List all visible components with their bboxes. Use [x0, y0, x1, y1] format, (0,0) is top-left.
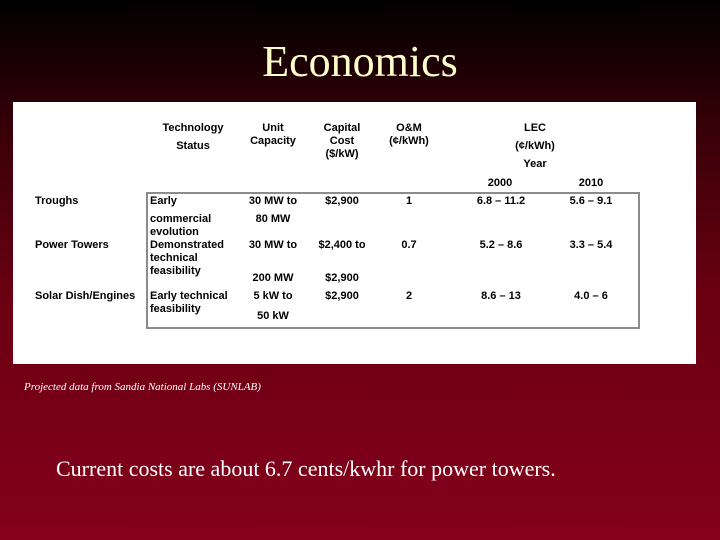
table-divider-bottom	[146, 327, 640, 329]
row-dish-lec-2010: 4.0 – 6	[574, 290, 608, 302]
header-om-unit: (¢/kWh)	[389, 135, 429, 147]
row-troughs-status-3: evolution	[150, 226, 199, 238]
row-dish-status-2: feasibility	[150, 303, 201, 315]
row-towers-status-2: technical	[150, 252, 198, 264]
row-dish-cost: $2,900	[325, 290, 359, 302]
slide-title: Economics	[262, 37, 458, 86]
row-towers-technology: Power Towers	[35, 239, 109, 251]
row-troughs-capacity-2: 80 MW	[255, 213, 291, 225]
row-dish-capacity-2: 50 kW	[257, 310, 289, 322]
header-technology: Technology	[162, 122, 224, 134]
header-year: Year	[523, 158, 547, 170]
header-capacity: Capacity	[250, 135, 296, 147]
data-table	[13, 102, 696, 364]
header-status: Status	[176, 140, 210, 152]
source-caption: Projected data from Sandia National Labs (SUNLAB)	[24, 381, 261, 393]
table-divider-top	[146, 192, 640, 194]
row-troughs-status-1: Early	[150, 195, 177, 207]
header-om: O&M	[396, 122, 422, 134]
row-towers-cost-1: $2,400 to	[318, 239, 366, 251]
row-towers-capacity-2: 200 MW	[252, 272, 294, 284]
row-dish-om: 2	[405, 290, 413, 302]
row-troughs-capacity-1: 30 MW to	[248, 195, 298, 207]
header-year-2000: 2000	[487, 177, 513, 189]
header-cost: Cost	[329, 135, 355, 147]
table-divider-left	[146, 192, 148, 329]
row-troughs-status-2: commercial	[150, 213, 212, 225]
header-lec: LEC	[524, 122, 546, 134]
header-capital: Capital	[323, 122, 361, 134]
row-troughs-lec-2000: 6.8 – 11.2	[476, 195, 526, 207]
row-towers-lec-2010: 3.3 – 5.4	[569, 239, 613, 251]
header-unit: Unit	[262, 122, 284, 134]
row-troughs-om: 1	[405, 195, 413, 207]
row-towers-status-3: feasibility	[150, 265, 201, 277]
row-troughs-technology: Troughs	[35, 195, 79, 207]
table-divider-right	[638, 192, 640, 329]
header-year-2010: 2010	[578, 177, 604, 189]
row-towers-cost-2: $2,900	[325, 272, 359, 284]
row-towers-lec-2000: 5.2 – 8.6	[479, 239, 523, 251]
row-towers-capacity-1: 30 MW to	[248, 239, 298, 251]
row-troughs-cost: $2,900	[325, 195, 359, 207]
header-lec-unit: (¢/kWh)	[515, 140, 555, 152]
row-dish-capacity-1: 5 kW to	[253, 290, 293, 302]
row-dish-status-1: Early technical	[150, 290, 228, 302]
cost-note: Current costs are about 6.7 cents/kwhr for power towers.	[56, 456, 556, 481]
row-towers-om: 0.7	[401, 239, 417, 251]
row-troughs-lec-2010: 5.6 – 9.1	[569, 195, 613, 207]
header-cost-unit: ($/kW)	[325, 148, 359, 160]
row-towers-status-1: Demonstrated	[150, 239, 224, 251]
row-dish-technology: Solar Dish/Engines	[35, 290, 136, 302]
row-dish-lec-2000: 8.6 – 13	[481, 290, 521, 302]
